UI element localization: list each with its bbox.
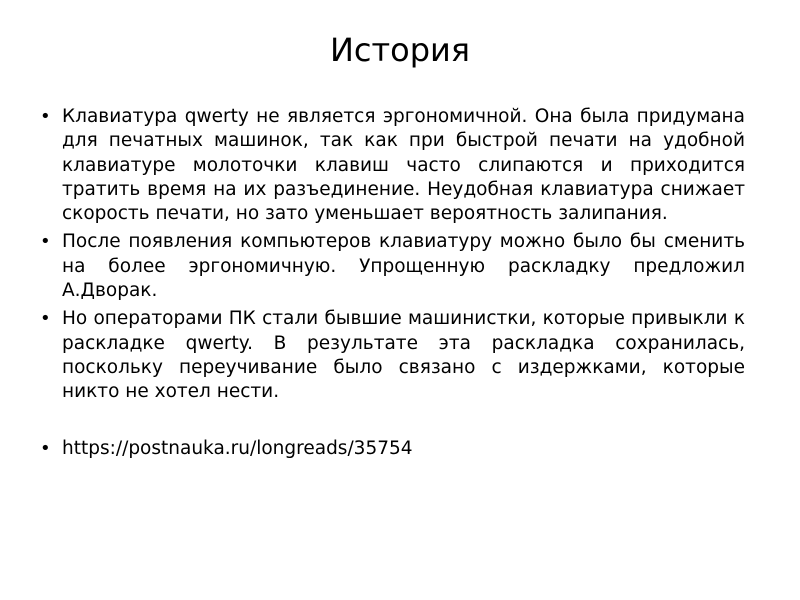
bullet-text: После появления компьютеров клавиатуру можно было бы сменить на более эргономичную. Упрощенную раскладку предложил А.Дворак. bbox=[62, 231, 745, 302]
bullet-item bbox=[40, 230, 745, 303]
bullet-item bbox=[40, 105, 745, 226]
bullet-dot-icon: • bbox=[40, 308, 51, 330]
bullet-item-link bbox=[40, 437, 745, 461]
bullet-text: Клавиатура qwerty не является эргономичной. Она была придумана для печатных машинок, так как при быстрой печати на удобной клавиатуре молоточки клавиш часто слипаются и приходится тратить время на их разъединение. Неудобная клавиатура снижает скорость печати, но зато уменьшает вероятность залипания. bbox=[62, 106, 745, 225]
bullet-dot-icon: • bbox=[40, 106, 51, 127]
bullet-text: Но операторами ПК стали бывшие машинистки, которые привыкли к раскладке qwerty. В результате эта раскладка сохранилась, поскольку переучивание было связано с издержками, которые никто не хотел нести. bbox=[62, 308, 745, 403]
bullet-dot-icon: • bbox=[40, 437, 51, 459]
bullet-item bbox=[40, 307, 745, 404]
bullet-list bbox=[40, 105, 745, 465]
source-link[interactable]: https://postnauka.ru/longreads/35754 bbox=[62, 437, 413, 459]
bullet-dot-icon: • bbox=[40, 231, 51, 253]
slide-title: История bbox=[329, 31, 471, 69]
